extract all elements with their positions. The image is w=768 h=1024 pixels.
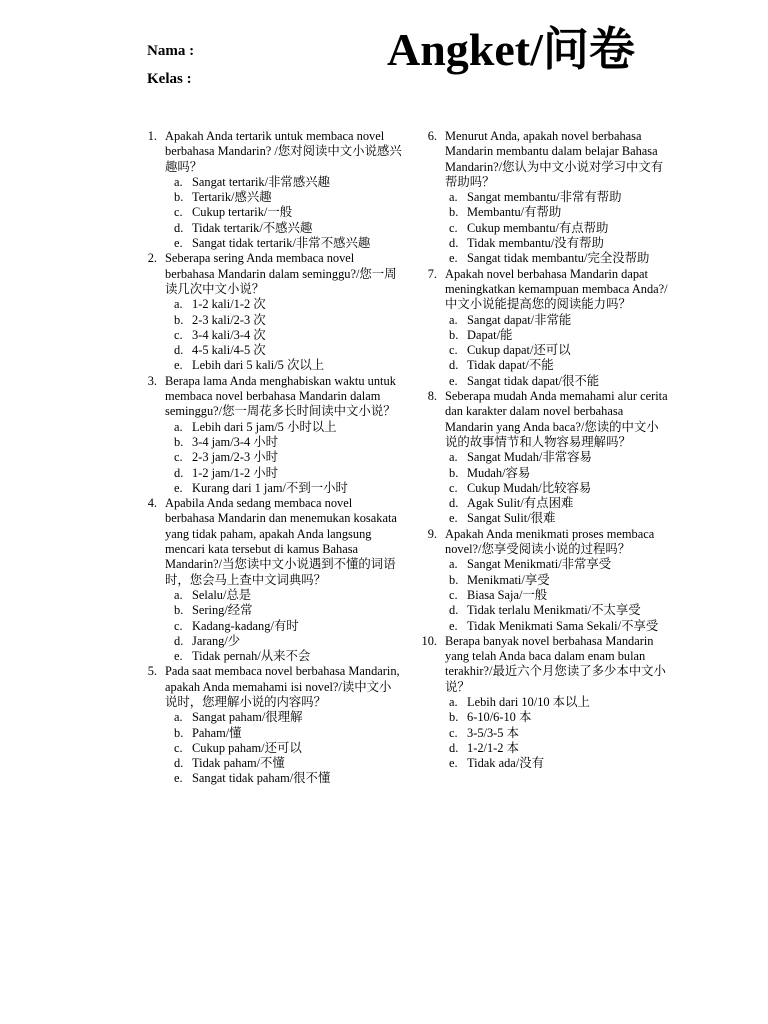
answer-option <box>174 481 402 496</box>
answer-option <box>449 313 670 328</box>
option-letter: d. <box>174 756 184 771</box>
option-letter: e. <box>449 511 458 526</box>
option-text: Menikmati/享受 <box>467 572 550 587</box>
answer-option <box>449 496 670 511</box>
question-text: Apakah Anda menikmati proses membaca novel?/您享受阅读小说的过程吗？ <box>445 526 655 557</box>
option-letter: d. <box>449 603 459 618</box>
option-letter: c. <box>449 725 458 740</box>
option-text: Kadang-kadang/有时 <box>192 618 299 633</box>
answer-option <box>449 588 670 603</box>
question-text: Pada saat membaca novel berbahasa Mandarin, apakah Anda memahami isi novel?/读中文小说时，您理解小说的内容吗？ <box>165 664 400 709</box>
option-text: Sangat tidak dapat/很不能 <box>467 373 600 388</box>
question-item <box>420 129 670 267</box>
option-text: Cukup dapat/还可以 <box>467 343 571 358</box>
option-letter: e. <box>174 649 183 664</box>
answer-options <box>165 710 402 786</box>
answer-option <box>174 343 402 358</box>
answer-option <box>449 481 670 496</box>
option-letter: c. <box>174 618 183 633</box>
question-text: Apakah Anda tertarik untuk membaca novel berbahasa Mandarin? /您对阅读中文小说感兴趣吗？ <box>165 129 402 174</box>
question-number: 8. <box>427 389 437 404</box>
answer-option <box>174 450 402 465</box>
option-letter: d. <box>174 343 184 358</box>
question-item <box>420 634 670 772</box>
option-letter: e. <box>449 251 458 266</box>
question-item <box>140 129 402 251</box>
option-text: Sering/经常 <box>192 603 253 618</box>
answer-option <box>174 175 402 190</box>
answer-option <box>174 466 402 481</box>
answer-option <box>174 634 402 649</box>
question-item <box>140 374 402 496</box>
answer-option <box>174 236 402 251</box>
answer-options <box>165 420 402 496</box>
option-letter: e. <box>174 236 183 251</box>
option-text: Cukup Mudah/比较容易 <box>467 480 592 495</box>
answer-option <box>174 771 402 786</box>
option-letter: e. <box>174 480 183 495</box>
answer-option <box>174 741 402 756</box>
option-text: Sangat tidak tertarik/非常不感兴趣 <box>192 236 371 251</box>
option-letter: d. <box>449 358 459 373</box>
option-text: Sangat paham/很理解 <box>192 710 303 725</box>
option-text: Kurang dari 1 jam/不到一小时 <box>192 480 348 495</box>
option-text: Agak Sulit/有点困难 <box>467 496 574 511</box>
answer-option <box>449 221 670 236</box>
option-letter: b. <box>174 434 184 449</box>
option-text: 1-2 jam/1-2 小时 <box>192 465 279 480</box>
answer-option <box>449 205 670 220</box>
answer-option <box>449 726 670 741</box>
option-letter: c. <box>449 220 458 235</box>
option-text: Sangat dapat/非常能 <box>467 312 572 327</box>
answer-option <box>449 328 670 343</box>
option-text: Biasa Saja/一般 <box>467 587 548 602</box>
option-letter: c. <box>174 450 183 465</box>
answer-option <box>449 741 670 756</box>
option-letter: c. <box>449 480 458 495</box>
option-letter: e. <box>449 756 458 771</box>
option-text: Cukup membantu/有点帮助 <box>467 220 609 235</box>
option-text: Tidak membantu/没有帮助 <box>467 236 604 251</box>
answer-option <box>449 374 670 389</box>
answer-option <box>449 603 670 618</box>
option-text: 1-2 kali/1-2 次 <box>192 297 266 312</box>
option-text: Paham/懂 <box>192 725 242 740</box>
option-letter: a. <box>174 297 183 312</box>
answer-option <box>174 313 402 328</box>
answer-option <box>449 573 670 588</box>
question-text: Apabila Anda sedang membaca novel berbahasa Mandarin dan menemukan kosakata yang tidak paham, apakah Anda langsung mencari kata tersebut di kamus Bahasa Mandarin?/当您读中文小说遇到不懂的词语时，您会马上查中文词典吗？ <box>165 496 397 587</box>
answer-option <box>449 619 670 634</box>
option-letter: d. <box>449 236 459 251</box>
option-text: Cukup tertarik/一般 <box>192 205 293 220</box>
option-text: Tidak terlalu Menikmati/不太享受 <box>467 603 641 618</box>
option-text: 3-4 kali/3-4 次 <box>192 327 266 342</box>
question-number: 5. <box>147 664 157 679</box>
option-letter: c. <box>449 587 458 602</box>
answer-options <box>420 313 670 389</box>
option-letter: e. <box>449 373 458 388</box>
answer-option <box>449 710 670 725</box>
option-letter: e. <box>174 358 183 373</box>
answer-options <box>165 175 402 251</box>
question-number: 2. <box>147 251 157 266</box>
questions-right-column <box>420 129 670 771</box>
question-text: Seberapa sering Anda membaca novel berbahasa Mandarin dalam seminggu?/您一周读几次中文小说？ <box>165 251 397 296</box>
option-text: Tidak dapat/不能 <box>467 358 554 373</box>
question-item <box>420 389 670 527</box>
option-letter: a. <box>449 694 458 709</box>
answer-option <box>174 603 402 618</box>
option-text: 4-5 kali/4-5 次 <box>192 343 266 358</box>
question-text: Berapa lama Anda menghabiskan waktu untuk membaca novel berbahasa Mandarin dalam seminggu?/您一周花多长时间读中文小说？ <box>165 373 396 419</box>
option-letter: a. <box>449 557 458 572</box>
answer-option <box>174 205 402 220</box>
option-text: Selalu/总是 <box>192 587 252 602</box>
page-title: Angket/问卷 <box>387 24 635 75</box>
option-text: Tidak Menikmati Sama Sekali/不享受 <box>467 618 659 633</box>
question-number: 6. <box>427 129 437 143</box>
question-item <box>420 267 670 389</box>
option-letter: c. <box>174 740 183 755</box>
option-text: 2-3 jam/2-3 小时 <box>192 450 279 465</box>
option-letter: d. <box>174 220 184 235</box>
question-item <box>140 251 402 373</box>
option-text: Sangat tertarik/非常感兴趣 <box>192 174 330 189</box>
answer-option <box>449 358 670 373</box>
answer-option <box>449 236 670 251</box>
answer-option <box>174 358 402 373</box>
option-text: Jarang/少 <box>192 633 241 648</box>
option-letter: b. <box>449 327 459 342</box>
question-number: 9. <box>427 526 437 541</box>
option-text: Dapat/能 <box>467 327 513 342</box>
option-letter: b. <box>174 603 184 618</box>
question-item <box>140 496 402 664</box>
answer-option <box>174 588 402 603</box>
question-item <box>140 664 402 786</box>
question-text: Seberapa mudah Anda memahami alur cerita dan karakter dalam novel berbahasa Mandarin yang Anda baca?/您读的中文小说的故事情节和人物容易理解吗？ <box>445 389 668 449</box>
answer-option <box>449 343 670 358</box>
option-letter: b. <box>449 465 459 480</box>
answer-option <box>449 511 670 526</box>
option-text: Sangat Mudah/非常容易 <box>467 450 592 465</box>
option-letter: c. <box>449 343 458 358</box>
kelas-label: Kelas : <box>147 71 192 87</box>
option-letter: a. <box>174 587 183 602</box>
answer-option <box>174 710 402 725</box>
option-text: Tidak paham/不懂 <box>192 756 285 771</box>
option-letter: b. <box>449 572 459 587</box>
option-letter: b. <box>174 725 184 740</box>
option-text: Tidak tertarik/不感兴趣 <box>192 220 313 235</box>
option-text: Sangat Sulit/很难 <box>467 511 556 526</box>
option-letter: c. <box>174 327 183 342</box>
option-letter: a. <box>449 450 458 465</box>
option-text: Membantu/有帮助 <box>467 205 562 220</box>
answer-options <box>420 190 670 266</box>
option-letter: e. <box>449 618 458 633</box>
option-text: 2-3 kali/2-3 次 <box>192 312 266 327</box>
option-text: 1-2/1-2 本 <box>467 740 519 755</box>
answer-option <box>449 251 670 266</box>
option-text: Sangat tidak membantu/完全没帮助 <box>467 251 650 266</box>
option-letter: b. <box>174 312 184 327</box>
option-letter: b. <box>449 710 459 725</box>
option-letter: d. <box>174 633 184 648</box>
option-text: Sangat Menikmati/非常享受 <box>467 557 612 572</box>
option-letter: c. <box>174 205 183 220</box>
question-item <box>420 527 670 634</box>
option-letter: b. <box>174 190 184 205</box>
answer-option <box>174 726 402 741</box>
option-text: Lebih dari 5 kali/5 次以上 <box>192 358 325 373</box>
answer-option <box>174 297 402 312</box>
answer-option <box>449 450 670 465</box>
answer-option <box>174 328 402 343</box>
question-number: 1. <box>147 129 157 143</box>
option-text: Lebih dari 10/10 本以上 <box>467 694 590 709</box>
option-letter: a. <box>174 419 183 434</box>
option-text: 3-4 jam/3-4 小时 <box>192 434 279 449</box>
question-text: Apakah novel berbahasa Mandarin dapat meningkatkan kemampuan membaca Anda?/中文小说能提高您的阅读能力吗？ <box>445 266 668 312</box>
option-letter: a. <box>449 312 458 327</box>
answer-option <box>174 221 402 236</box>
option-letter: a. <box>174 710 183 725</box>
option-text: Tidak pernah/从来不会 <box>192 649 311 664</box>
answer-options <box>165 297 402 373</box>
question-text: Menurut Anda, apakah novel berbahasa Mandarin membantu dalam belajar Bahasa Mandarin?/您认为中文小说对学习中文有帮助吗？ <box>445 129 664 189</box>
answer-option <box>449 695 670 710</box>
question-number: 4. <box>147 496 157 511</box>
option-letter: e. <box>174 771 183 786</box>
answer-option <box>449 190 670 205</box>
option-text: Lebih dari 5 jam/5 小时以上 <box>192 419 337 434</box>
answer-option <box>174 190 402 205</box>
answer-option <box>174 649 402 664</box>
answer-options <box>420 450 670 526</box>
answer-option <box>174 435 402 450</box>
answer-options <box>420 695 670 771</box>
answer-option <box>449 466 670 481</box>
answer-option <box>174 420 402 435</box>
option-text: Sangat tidak paham/很不懂 <box>192 771 331 786</box>
option-text: Mudah/容易 <box>467 465 531 480</box>
option-letter: a. <box>174 174 183 189</box>
answer-option <box>174 756 402 771</box>
answer-options <box>165 588 402 664</box>
question-number: 3. <box>147 373 157 388</box>
option-letter: b. <box>449 205 459 220</box>
nama-label: Nama : <box>147 43 195 59</box>
option-text: Sangat membantu/非常有帮助 <box>467 190 622 205</box>
option-letter: d. <box>174 465 184 480</box>
question-number: 7. <box>427 266 437 281</box>
answer-option <box>174 619 402 634</box>
option-text: Tidak ada/没有 <box>467 756 544 771</box>
option-letter: a. <box>449 190 458 205</box>
answer-option <box>449 557 670 572</box>
option-text: Cukup paham/还可以 <box>192 740 302 755</box>
option-letter: d. <box>449 496 459 511</box>
answer-options <box>420 557 670 633</box>
option-letter: d. <box>449 740 459 755</box>
question-number: 10. <box>421 633 437 648</box>
option-text: 6-10/6-10 本 <box>467 710 532 725</box>
option-text: 3-5/3-5 本 <box>467 725 519 740</box>
answer-option <box>449 756 670 771</box>
question-text: Berapa banyak novel berbahasa Mandarin yang telah Anda baca dalam enam bulan terakhir?/最近六个月您读了多少本中文小说？ <box>445 633 666 694</box>
option-text: Tertarik/感兴趣 <box>192 190 272 205</box>
questions-left-column <box>140 129 402 787</box>
